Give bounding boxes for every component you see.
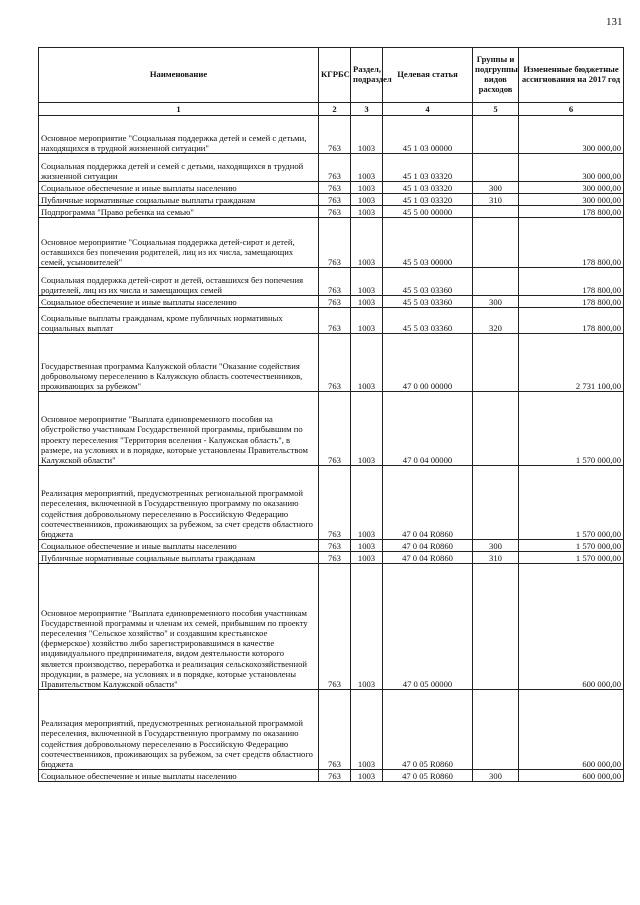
table-row bbox=[39, 770, 624, 782]
row-section: 1003 bbox=[351, 218, 383, 268]
row-kgrbs: 763 bbox=[319, 770, 351, 782]
row-target-article: 47 0 05 R0860 bbox=[383, 690, 473, 770]
row-target-article: 45 5 03 00000 bbox=[383, 218, 473, 268]
row-amount: 1 570 000,00 bbox=[519, 540, 624, 552]
row-expense-group bbox=[473, 334, 519, 392]
header-section: Раздел, подраздел bbox=[351, 48, 383, 103]
row-target-article: 47 0 05 00000 bbox=[383, 564, 473, 690]
row-kgrbs: 763 bbox=[319, 154, 351, 182]
row-expense-group: 320 bbox=[473, 308, 519, 334]
row-amount: 178 800,00 bbox=[519, 268, 624, 296]
table-row bbox=[39, 218, 624, 268]
row-section: 1003 bbox=[351, 308, 383, 334]
row-section: 1003 bbox=[351, 552, 383, 564]
table-row bbox=[39, 182, 624, 194]
row-name: Реализация мероприятий, предусмотренных региональной программой переселения, включенной в Государственную программу по оказанию содействия добровольному переселению в Российскую Федерацию соотечественников, проживающих за рубежом, за счет средств областного бюджета bbox=[39, 690, 319, 770]
row-kgrbs: 763 bbox=[319, 206, 351, 218]
row-section: 1003 bbox=[351, 690, 383, 770]
row-name: Социальное обеспечение и иные выплаты населению bbox=[39, 540, 319, 552]
row-target-article: 45 5 03 03360 bbox=[383, 308, 473, 334]
row-name: Социальная поддержка детей-сирот и детей, оставшихся без попечения родителей, лиц из их числа и замещающих семей bbox=[39, 268, 319, 296]
row-name: Социальное обеспечение и иные выплаты населению bbox=[39, 182, 319, 194]
header-name: Наименование bbox=[39, 48, 319, 103]
row-amount: 600 000,00 bbox=[519, 564, 624, 690]
row-target-article: 45 1 03 03320 bbox=[383, 194, 473, 206]
row-amount: 1 570 000,00 bbox=[519, 466, 624, 540]
row-target-article: 47 0 04 00000 bbox=[383, 392, 473, 466]
row-kgrbs: 763 bbox=[319, 308, 351, 334]
row-kgrbs: 763 bbox=[319, 466, 351, 540]
table-row bbox=[39, 116, 624, 154]
table-row bbox=[39, 564, 624, 690]
row-amount: 300 000,00 bbox=[519, 154, 624, 182]
row-section: 1003 bbox=[351, 182, 383, 194]
table-row bbox=[39, 466, 624, 540]
column-number: 1 bbox=[39, 103, 319, 116]
column-number: 6 bbox=[519, 103, 624, 116]
row-section: 1003 bbox=[351, 194, 383, 206]
row-kgrbs: 763 bbox=[319, 690, 351, 770]
table-row bbox=[39, 194, 624, 206]
row-amount: 178 800,00 bbox=[519, 206, 624, 218]
row-name: Социальное обеспечение и иные выплаты населению bbox=[39, 770, 319, 782]
row-section: 1003 bbox=[351, 564, 383, 690]
row-name: Публичные нормативные социальные выплаты гражданам bbox=[39, 552, 319, 564]
row-name: Основное мероприятие "Социальная поддержка детей и семей с детьми, находящихся в трудной жизненной ситуации" bbox=[39, 116, 319, 154]
row-section: 1003 bbox=[351, 154, 383, 182]
row-target-article: 47 0 04 R0860 bbox=[383, 540, 473, 552]
table-header-row bbox=[39, 48, 624, 103]
row-section: 1003 bbox=[351, 268, 383, 296]
row-section: 1003 bbox=[351, 770, 383, 782]
row-expense-group: 310 bbox=[473, 552, 519, 564]
table-row bbox=[39, 540, 624, 552]
table-row bbox=[39, 308, 624, 334]
column-numbers-row bbox=[39, 103, 624, 116]
row-expense-group: 310 bbox=[473, 194, 519, 206]
header-target: Целевая статья bbox=[383, 48, 473, 103]
row-expense-group bbox=[473, 218, 519, 268]
row-amount: 178 800,00 bbox=[519, 308, 624, 334]
row-target-article: 45 5 03 03360 bbox=[383, 296, 473, 308]
row-target-article: 45 1 03 03320 bbox=[383, 182, 473, 194]
page-number: 131 bbox=[606, 16, 623, 28]
row-name: Социальная поддержка детей и семей с детьми, находящихся в трудной жизненной ситуации bbox=[39, 154, 319, 182]
row-amount: 300 000,00 bbox=[519, 116, 624, 154]
row-expense-group: 300 bbox=[473, 182, 519, 194]
table-row bbox=[39, 552, 624, 564]
table-row bbox=[39, 690, 624, 770]
table-row bbox=[39, 334, 624, 392]
row-amount: 178 800,00 bbox=[519, 218, 624, 268]
column-number: 5 bbox=[473, 103, 519, 116]
row-expense-group bbox=[473, 466, 519, 540]
row-name: Подпрограмма "Право ребенка на семью" bbox=[39, 206, 319, 218]
header-groups: Группы и подгруппы видов расходов bbox=[473, 48, 519, 103]
row-target-article: 47 0 00 00000 bbox=[383, 334, 473, 392]
row-amount: 1 570 000,00 bbox=[519, 552, 624, 564]
table-row bbox=[39, 392, 624, 466]
row-expense-group bbox=[473, 116, 519, 154]
row-amount: 600 000,00 bbox=[519, 690, 624, 770]
row-expense-group bbox=[473, 206, 519, 218]
header-kgrbs: КГРБС bbox=[319, 48, 351, 103]
row-target-article: 45 5 00 00000 bbox=[383, 206, 473, 218]
row-section: 1003 bbox=[351, 296, 383, 308]
row-section: 1003 bbox=[351, 334, 383, 392]
row-name: Социальные выплаты гражданам, кроме публичных нормативных социальных выплат bbox=[39, 308, 319, 334]
row-kgrbs: 763 bbox=[319, 116, 351, 154]
budget-table bbox=[38, 47, 624, 782]
column-number: 2 bbox=[319, 103, 351, 116]
row-expense-group bbox=[473, 154, 519, 182]
column-number: 4 bbox=[383, 103, 473, 116]
row-kgrbs: 763 bbox=[319, 564, 351, 690]
row-name: Реализация мероприятий, предусмотренных региональной программой переселения, включенной в Государственную программу по оказанию содействия добровольному переселению в Российскую Федерацию соотечественников, проживающих за рубежом, за счет средств областного бюджета bbox=[39, 466, 319, 540]
row-kgrbs: 763 bbox=[319, 194, 351, 206]
row-name: Основное мероприятие "Выплата единовременного пособия участникам Государственной программы и членам их семей, прибывшим по проекту переселения "Сельское хозяйство" и создавшим крестьянское (фермерское) хозяйство либо зарегистрировавшимся в качестве индивидуального предпринимателя, видом деятельности которого является производство, переработка и реализация сельскохозяйственной продукции, в размере, на условиях и в порядке, которые установлены Правительством Калужской области" bbox=[39, 564, 319, 690]
table-row bbox=[39, 268, 624, 296]
row-name: Основное мероприятие "Выплата единовременного пособия на обустройство участникам Государственной программы, прибывшим по проекту переселения "Территория вселения - Калужская область", в размере, на условиях и в порядке, которые установлены Правительством Калужской области" bbox=[39, 392, 319, 466]
row-target-article: 45 5 03 03360 bbox=[383, 268, 473, 296]
row-section: 1003 bbox=[351, 116, 383, 154]
table-row bbox=[39, 154, 624, 182]
row-kgrbs: 763 bbox=[319, 268, 351, 296]
row-target-article: 47 0 05 R0860 bbox=[383, 770, 473, 782]
row-amount: 178 800,00 bbox=[519, 296, 624, 308]
row-kgrbs: 763 bbox=[319, 182, 351, 194]
row-kgrbs: 763 bbox=[319, 552, 351, 564]
row-kgrbs: 763 bbox=[319, 218, 351, 268]
table-row bbox=[39, 206, 624, 218]
row-expense-group: 300 bbox=[473, 540, 519, 552]
column-number: 3 bbox=[351, 103, 383, 116]
row-name: Социальное обеспечение и иные выплаты населению bbox=[39, 296, 319, 308]
row-amount: 600 000,00 bbox=[519, 770, 624, 782]
row-expense-group bbox=[473, 690, 519, 770]
row-section: 1003 bbox=[351, 206, 383, 218]
row-kgrbs: 763 bbox=[319, 296, 351, 308]
row-target-article: 47 0 04 R0860 bbox=[383, 466, 473, 540]
row-target-article: 45 1 03 00000 bbox=[383, 116, 473, 154]
row-expense-group: 300 bbox=[473, 296, 519, 308]
row-target-article: 47 0 04 R0860 bbox=[383, 552, 473, 564]
row-name: Основное мероприятие "Социальная поддержка детей-сирот и детей, оставшихся без попечения родителей, лиц из их числа, замещающих семей, усыновителей" bbox=[39, 218, 319, 268]
row-expense-group bbox=[473, 564, 519, 690]
row-amount: 2 731 100,00 bbox=[519, 334, 624, 392]
row-name: Государственная программа Калужской области "Оказание содействия добровольному переселению в Калужскую область соотечественников, проживающих за рубежом" bbox=[39, 334, 319, 392]
row-kgrbs: 763 bbox=[319, 334, 351, 392]
row-kgrbs: 763 bbox=[319, 540, 351, 552]
row-amount: 1 570 000,00 bbox=[519, 392, 624, 466]
row-expense-group: 300 bbox=[473, 770, 519, 782]
row-amount: 300 000,00 bbox=[519, 182, 624, 194]
row-kgrbs: 763 bbox=[319, 392, 351, 466]
row-section: 1003 bbox=[351, 540, 383, 552]
row-amount: 300 000,00 bbox=[519, 194, 624, 206]
row-target-article: 45 1 03 03320 bbox=[383, 154, 473, 182]
header-amount: Измененные бюджетные ассигнования на 2017 год bbox=[519, 48, 624, 103]
row-section: 1003 bbox=[351, 466, 383, 540]
row-expense-group bbox=[473, 392, 519, 466]
table-row bbox=[39, 296, 624, 308]
row-section: 1003 bbox=[351, 392, 383, 466]
row-name: Публичные нормативные социальные выплаты гражданам bbox=[39, 194, 319, 206]
row-expense-group bbox=[473, 268, 519, 296]
